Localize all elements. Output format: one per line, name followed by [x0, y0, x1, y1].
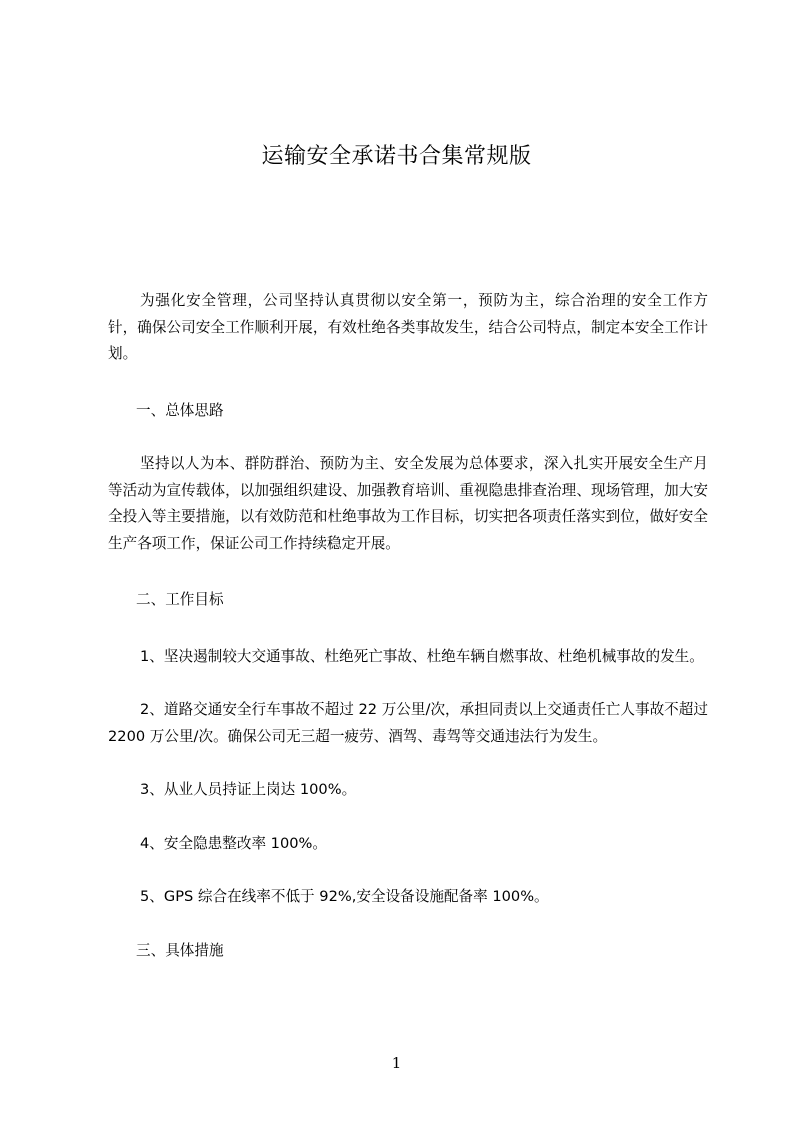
section-heading-work-goals: 二、工作目标 [136, 591, 224, 608]
goal-item-1: 1、坚决遏制较大交通事故、杜绝死亡事故、杜绝车辆自燃事故、杜绝机械事故的发生。 [140, 647, 704, 665]
goal-item-4: 4、安全隐患整改率 100%。 [140, 834, 327, 852]
section-heading-specific-measures: 三、具体措施 [136, 941, 224, 959]
document-body [108, 288, 708, 964]
document-title: 运输安全承诺书合集常规版 [261, 144, 532, 169]
page-number: 1 [391, 1054, 402, 1072]
goal-item-3: 3、从业人员持证上岗达 100%。 [140, 781, 357, 798]
goal-item-5: 5、GPS 综合在线率不低于 92%,安全设备设施配备率 100%。 [140, 888, 549, 905]
intro-paragraph: 为强化安全管理，公司坚持认真贯彻以安全第一，预防为主，综合治理的安全工作方针，确保公司安全工作顺利开展，有效杜绝各类事故发生，结合公司特点，制定本安全工作计划。 [108, 292, 708, 362]
overall-approach-paragraph: 坚持以人为本、群防群治、预防为主、安全发展为总体要求，深入扎实开展安全生产月等活动为宣传载体，以加强组织建设、加强教育培训、重视隐患排查治理、现场管理，加大安全投入等主要措施，以有效防范和杜绝事故为工作目标，切实把各项责任落实到位，做好安全生产各项工作，保证公司工作持续稳定开展。 [108, 455, 708, 552]
goal-item-2: 2、道路交通安全行车事故不超过 22 万公里/次，承担同责以上交通责任亡人事故不超过 2200 万公里/次。确保公司无三超一疲劳、酒驾、毒驾等交通违法行为发生。 [108, 701, 708, 745]
section-heading-overall-approach: 一、总体思路 [136, 401, 224, 419]
